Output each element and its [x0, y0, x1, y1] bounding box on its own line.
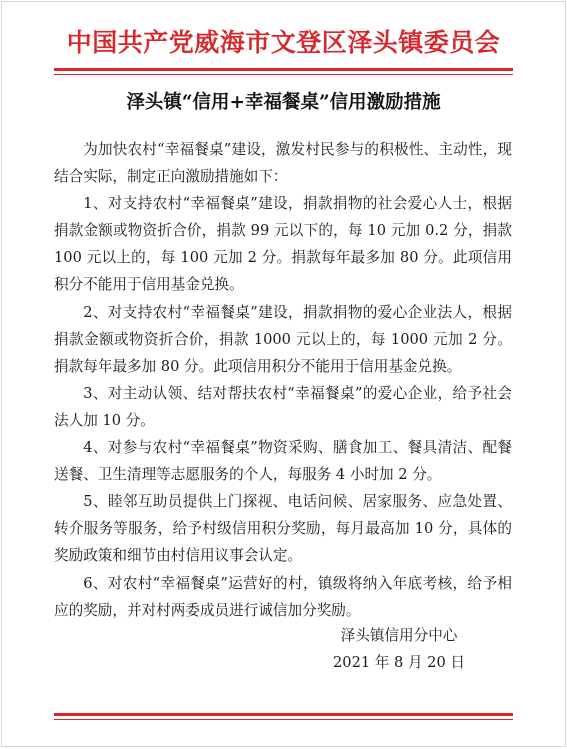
measure-6: 6、对农村“幸福餐桌”运营好的村，镇级将纳入年底考核，给予相应的奖励，并对村两委成员进行诚信加分奖励。: [54, 574, 512, 619]
signature-org: 泽头镇信用分中心: [340, 627, 458, 644]
masthead-rule-thick: [54, 68, 513, 71]
footer-rule-thin: [54, 719, 513, 720]
signature-date: 2021 年 8 月 20 日: [333, 654, 465, 671]
document-body: [54, 136, 512, 624]
masthead-rule-thin: [54, 74, 513, 75]
intro-paragraph: 为加快农村“幸福餐桌”建设，激发村民参与的积极性、主动性，现结合实际，制定正向激励措施如下：: [54, 141, 512, 186]
measure-3: 3、对主动认领、结对帮扶农村“幸福餐桌”的爱心企业，给予社会法人加 10 分。: [54, 384, 512, 429]
measure-2: 2、对支持农村“幸福餐桌”建设，捐款捐物的爱心企业法人，根据捐款金额或物资折合价，捐款 1000 元以上的，每 1000 元加 2 分。捐款每年最多加 80 分。此项信用积分不能用于信用基金兑换。: [54, 303, 512, 375]
measure-5: 5、睦邻互助员提供上门探视、电话问候、居家服务、应急处置、转介服务等服务，给予村级信用积分奖励，每月最高加 10 分，具体的奖励政策和细节由村信用议事会认定。: [54, 493, 512, 565]
measure-1: 1、对支持农村“幸福餐桌”建设，捐款捐物的社会爱心人士，根据捐款金额或物资折合价，捐款 99 元以下的，每 10 元加 0.2 分，捐款 100 元以上的，每 100 元加 2 分。捐款每年最多加 80 分。此项信用积分不能用于信用基金兑换。: [54, 195, 512, 294]
document-title: 泽头镇“信用+幸福餐桌”信用激励措施: [126, 92, 441, 113]
red-masthead: 中国共产党威海市文登区泽头镇委员会: [66, 28, 501, 57]
measure-4: 4、对参与农村“幸福餐桌”物资采购、膳食加工、餐具清洁、配餐送餐、卫生清理等志愿服务的个人，每服务 4 小时加 2 分。: [54, 439, 512, 484]
document-page: [1, 1, 566, 747]
footer-rule-thick: [54, 713, 513, 716]
signature-block: [333, 622, 465, 676]
